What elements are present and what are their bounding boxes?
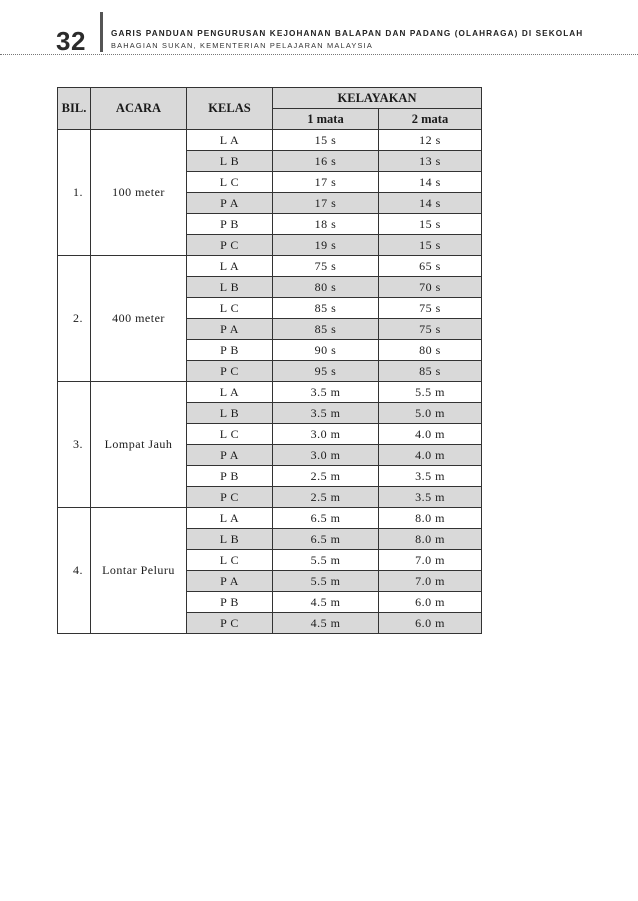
kelas-cell: L C bbox=[187, 172, 273, 193]
kelas-cell: P A bbox=[187, 571, 273, 592]
mata1-cell: 4.5 m bbox=[273, 592, 379, 613]
header-kelas: KELAS bbox=[187, 88, 273, 130]
mata2-cell: 14 s bbox=[379, 193, 482, 214]
mata2-cell: 75 s bbox=[379, 298, 482, 319]
mata2-cell: 3.5 m bbox=[379, 487, 482, 508]
kelas-cell: L A bbox=[187, 382, 273, 403]
mata1-cell: 90 s bbox=[273, 340, 379, 361]
mata2-cell: 15 s bbox=[379, 235, 482, 256]
mata2-cell: 8.0 m bbox=[379, 508, 482, 529]
mata2-cell: 5.5 m bbox=[379, 382, 482, 403]
mata2-cell: 4.0 m bbox=[379, 424, 482, 445]
header-divider-vertical bbox=[100, 12, 103, 52]
mata2-cell: 12 s bbox=[379, 130, 482, 151]
acara-cell: 100 meter bbox=[91, 130, 187, 256]
header-title: GARIS PANDUAN PENGURUSAN KEJOHANAN BALAPAN DAN PADANG (OLAHRAGA) DI SEKOLAH bbox=[111, 29, 584, 38]
kelas-cell: P A bbox=[187, 193, 273, 214]
mata1-cell: 15 s bbox=[273, 130, 379, 151]
bil-cell: 2. bbox=[58, 256, 91, 382]
header-divider-dotted bbox=[0, 54, 638, 55]
header-bil: BIL. bbox=[58, 88, 91, 130]
kelas-cell: L B bbox=[187, 529, 273, 550]
kelas-cell: P C bbox=[187, 235, 273, 256]
mata1-cell: 3.5 m bbox=[273, 403, 379, 424]
mata2-cell: 7.0 m bbox=[379, 571, 482, 592]
kelas-cell: P A bbox=[187, 319, 273, 340]
header-2-mata: 2 mata bbox=[379, 109, 482, 130]
mata1-cell: 4.5 m bbox=[273, 613, 379, 634]
mata2-cell: 8.0 m bbox=[379, 529, 482, 550]
header-acara: ACARA bbox=[91, 88, 187, 130]
kelas-cell: P A bbox=[187, 445, 273, 466]
mata1-cell: 75 s bbox=[273, 256, 379, 277]
kelas-cell: L C bbox=[187, 424, 273, 445]
mata1-cell: 95 s bbox=[273, 361, 379, 382]
mata2-cell: 15 s bbox=[379, 214, 482, 235]
mata2-cell: 85 s bbox=[379, 361, 482, 382]
kelas-cell: P C bbox=[187, 613, 273, 634]
table-row bbox=[58, 382, 482, 403]
bil-cell: 1. bbox=[58, 130, 91, 256]
mata2-cell: 80 s bbox=[379, 340, 482, 361]
mata2-cell: 3.5 m bbox=[379, 466, 482, 487]
kelas-cell: L B bbox=[187, 277, 273, 298]
kelas-cell: P B bbox=[187, 592, 273, 613]
mata1-cell: 6.5 m bbox=[273, 508, 379, 529]
kelas-cell: P B bbox=[187, 214, 273, 235]
mata2-cell: 14 s bbox=[379, 172, 482, 193]
mata1-cell: 19 s bbox=[273, 235, 379, 256]
mata1-cell: 18 s bbox=[273, 214, 379, 235]
mata2-cell: 4.0 m bbox=[379, 445, 482, 466]
header-subtitle: BAHAGIAN SUKAN, KEMENTERIAN PELAJARAN MALAYSIA bbox=[111, 41, 374, 50]
mata1-cell: 6.5 m bbox=[273, 529, 379, 550]
mata1-cell: 2.5 m bbox=[273, 487, 379, 508]
mata1-cell: 85 s bbox=[273, 298, 379, 319]
kelas-cell: L C bbox=[187, 550, 273, 571]
kelas-cell: P B bbox=[187, 466, 273, 487]
mata2-cell: 6.0 m bbox=[379, 613, 482, 634]
mata1-cell: 3.5 m bbox=[273, 382, 379, 403]
kelas-cell: L A bbox=[187, 130, 273, 151]
table-row bbox=[58, 256, 482, 277]
mata1-cell: 85 s bbox=[273, 319, 379, 340]
kelas-cell: L B bbox=[187, 151, 273, 172]
mata1-cell: 3.0 m bbox=[273, 424, 379, 445]
kelas-cell: L B bbox=[187, 403, 273, 424]
kelas-cell: P C bbox=[187, 361, 273, 382]
mata2-cell: 6.0 m bbox=[379, 592, 482, 613]
acara-cell: 400 meter bbox=[91, 256, 187, 382]
mata1-cell: 17 s bbox=[273, 193, 379, 214]
kelas-cell: L C bbox=[187, 298, 273, 319]
mata1-cell: 5.5 m bbox=[273, 550, 379, 571]
mata1-cell: 17 s bbox=[273, 172, 379, 193]
page-number: 32 bbox=[56, 26, 86, 56]
mata2-cell: 7.0 m bbox=[379, 550, 482, 571]
mata1-cell: 3.0 m bbox=[273, 445, 379, 466]
mata2-cell: 70 s bbox=[379, 277, 482, 298]
acara-cell: Lontar Peluru bbox=[91, 508, 187, 634]
mata1-cell: 5.5 m bbox=[273, 571, 379, 592]
mata2-cell: 5.0 m bbox=[379, 403, 482, 424]
kelas-cell: L A bbox=[187, 256, 273, 277]
acara-cell: Lompat Jauh bbox=[91, 382, 187, 508]
kelayakan-table bbox=[57, 87, 482, 634]
table-row bbox=[58, 508, 482, 529]
table-row bbox=[58, 130, 482, 151]
mata2-cell: 75 s bbox=[379, 319, 482, 340]
header-1-mata: 1 mata bbox=[273, 109, 379, 130]
mata2-cell: 13 s bbox=[379, 151, 482, 172]
kelas-cell: P B bbox=[187, 340, 273, 361]
mata2-cell: 65 s bbox=[379, 256, 482, 277]
kelas-cell: P C bbox=[187, 487, 273, 508]
mata1-cell: 2.5 m bbox=[273, 466, 379, 487]
table-body bbox=[58, 130, 482, 634]
mata1-cell: 80 s bbox=[273, 277, 379, 298]
mata1-cell: 16 s bbox=[273, 151, 379, 172]
header-kelayakan: KELAYAKAN bbox=[273, 88, 482, 109]
kelas-cell: L A bbox=[187, 508, 273, 529]
bil-cell: 4. bbox=[58, 508, 91, 634]
bil-cell: 3. bbox=[58, 382, 91, 508]
